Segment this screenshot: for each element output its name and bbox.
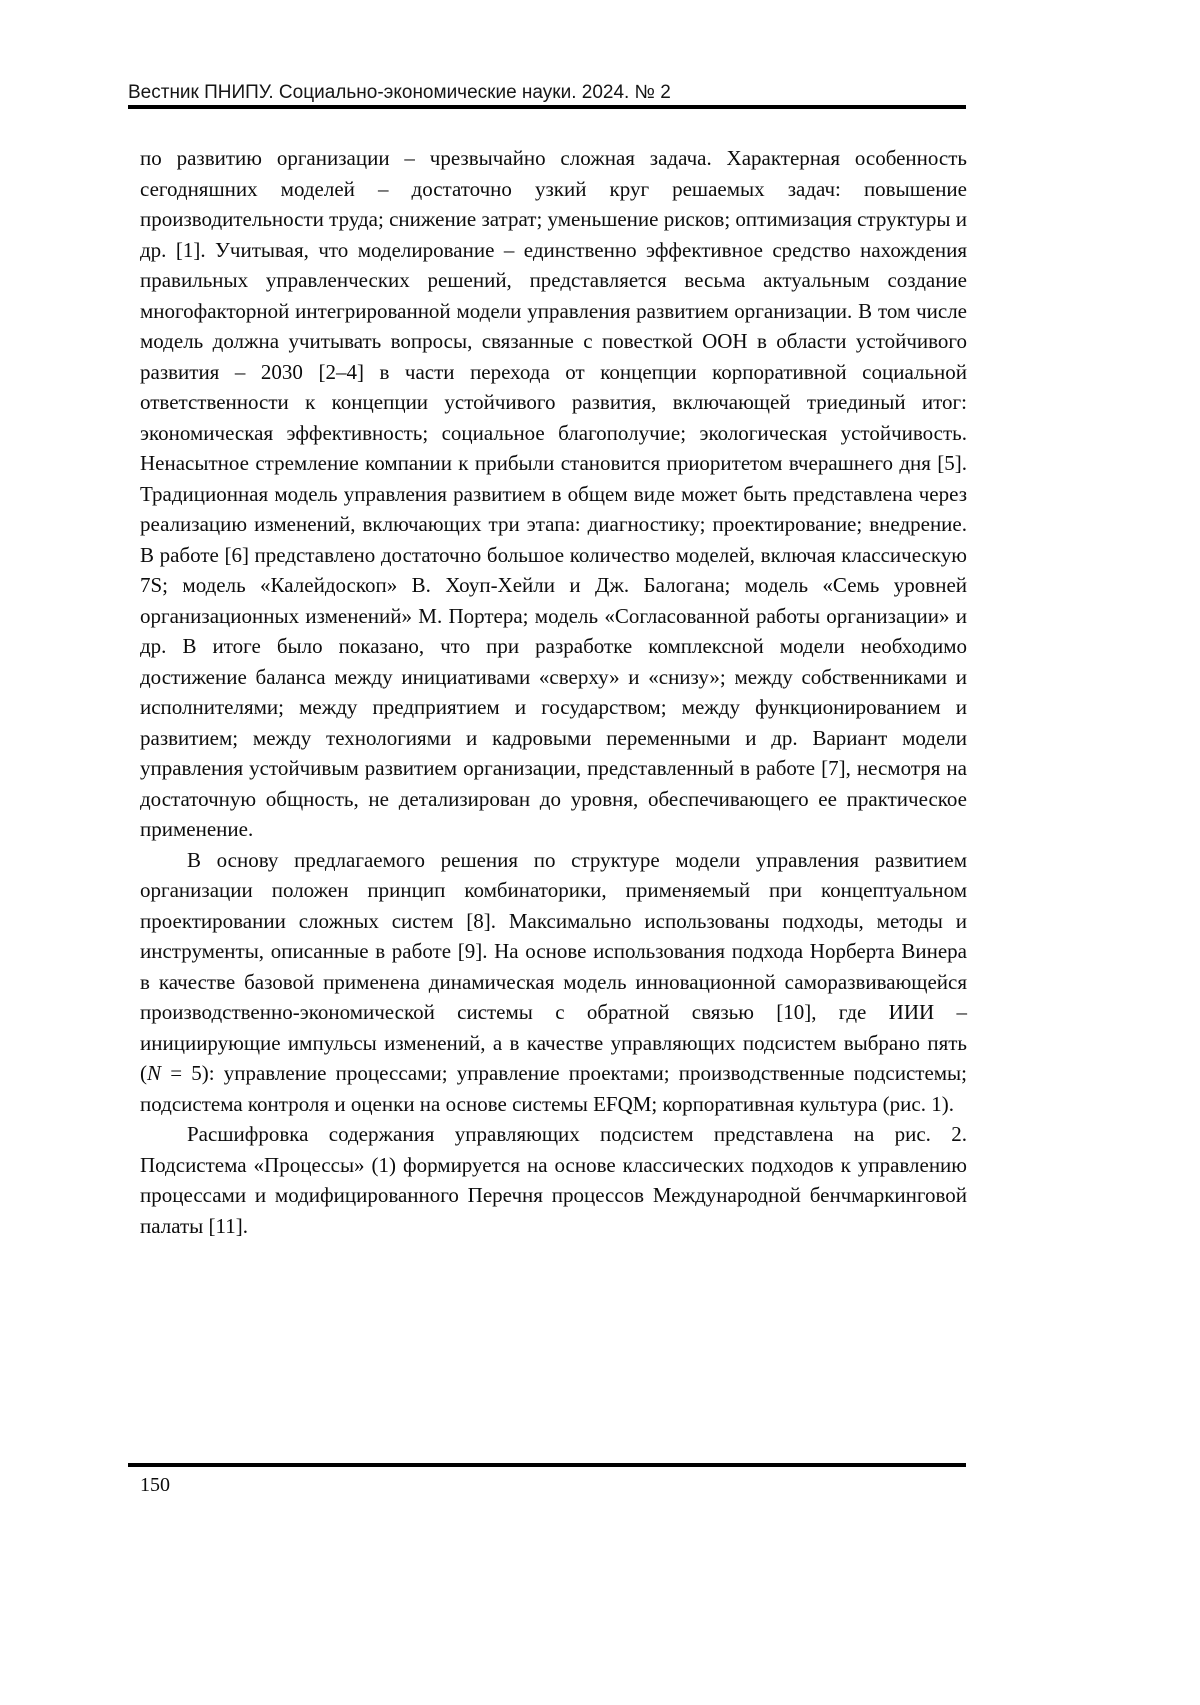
header-rule bbox=[128, 105, 966, 109]
page-number: 150 bbox=[140, 1474, 170, 1496]
paragraph-3: Расшифровка содержания управляющих подсистем представлена на рис. 2. Подсистема «Процессы» (1) формируется на основе классических подходов к управлению процессами и модифицированного Перечня процессов Международной бенчмаркинговой палаты [11]. bbox=[140, 1122, 967, 1238]
variable-n: N bbox=[147, 1061, 162, 1085]
article-body bbox=[140, 143, 967, 1241]
paragraph-2-text-pre: В основу предлагаемого решения по структуре модели управления развитием организации положен принцип комбинаторики, применяемый при концептуальном проектировании сложных систем [8]. Максимально использованы подходы, методы и инструменты, описанные в работе [9]. На основе использования подхода Норберта Винера в качестве базовой применена динамическая модель инновационной саморазвивающейся производственно-экономической системы с обратной связью [10], где ИИИ – инициирующие импульсы изменений, а в качестве управляющих подсистем выбрано пять ( bbox=[140, 847, 967, 1085]
paragraph-1: по развитию организации – чрезвычайно сложная задача. Характерная особенность сегодняшних моделей – достаточно узкий круг решаемых задач: повышение производительности труда; снижение затрат; уменьшение рисков; оптимизация структуры и др. [1]. Учитывая, что моделирование – единственно эффективное средство нахождения правильных управленческих решений, представляется весьма актуальным создание многофакторной интегрированной модели управления развитием организации. В том числе модель должна учитывать вопросы, связанные с повесткой ООН в области устойчивого развития – 2030 [2–4] в части перехода от концепции корпоративной социальной ответственности к концепции устойчивого развития, включающей триединый итог: экономическая эффективность; социальное благополучие; экологическая устойчивость. Ненасытное стремление компании к прибыли становится приоритетом вчерашнего дня [5]. Традиционная модель управления развитием в общем виде может быть представлена через реализацию изменений, включающих три этапа: диагностику; проектирование; внедрение. В работе [6] представлено достаточно большое количество моделей, включая классическую 7S; модель «Калейдоскоп» В. Хоуп-Хейли и Дж. Балогана; модель «Семь уровней организационных изменений» М. Портера; модель «Согласованной работы организации» и др. В итоге было показано, что при разработке комплексной модели необходимо достижение баланса между инициативами «сверху» и «снизу»; между собственниками и исполнителями; между предприятием и государством; между функционированием и развитием; между технологиями и кадровыми переменными и др. Вариант модели управления устойчивым развитием организации, представленный в работе [7], несмотря на достаточную общность, не детализирован до уровня, обеспечивающего ее практическое применение. bbox=[140, 146, 967, 841]
paragraph-2-text-post: = 5): управление процессами; управление проектами; производственные подсистемы; подсистема контроля и оценки на основе системы EFQM; корпоративная культура (рис. 1). bbox=[140, 1061, 967, 1116]
running-head: Вестник ПНИПУ. Социально-экономические науки. 2024. № 2 bbox=[128, 82, 671, 103]
paragraph-2 bbox=[140, 845, 967, 1120]
footer-rule bbox=[128, 1463, 966, 1467]
